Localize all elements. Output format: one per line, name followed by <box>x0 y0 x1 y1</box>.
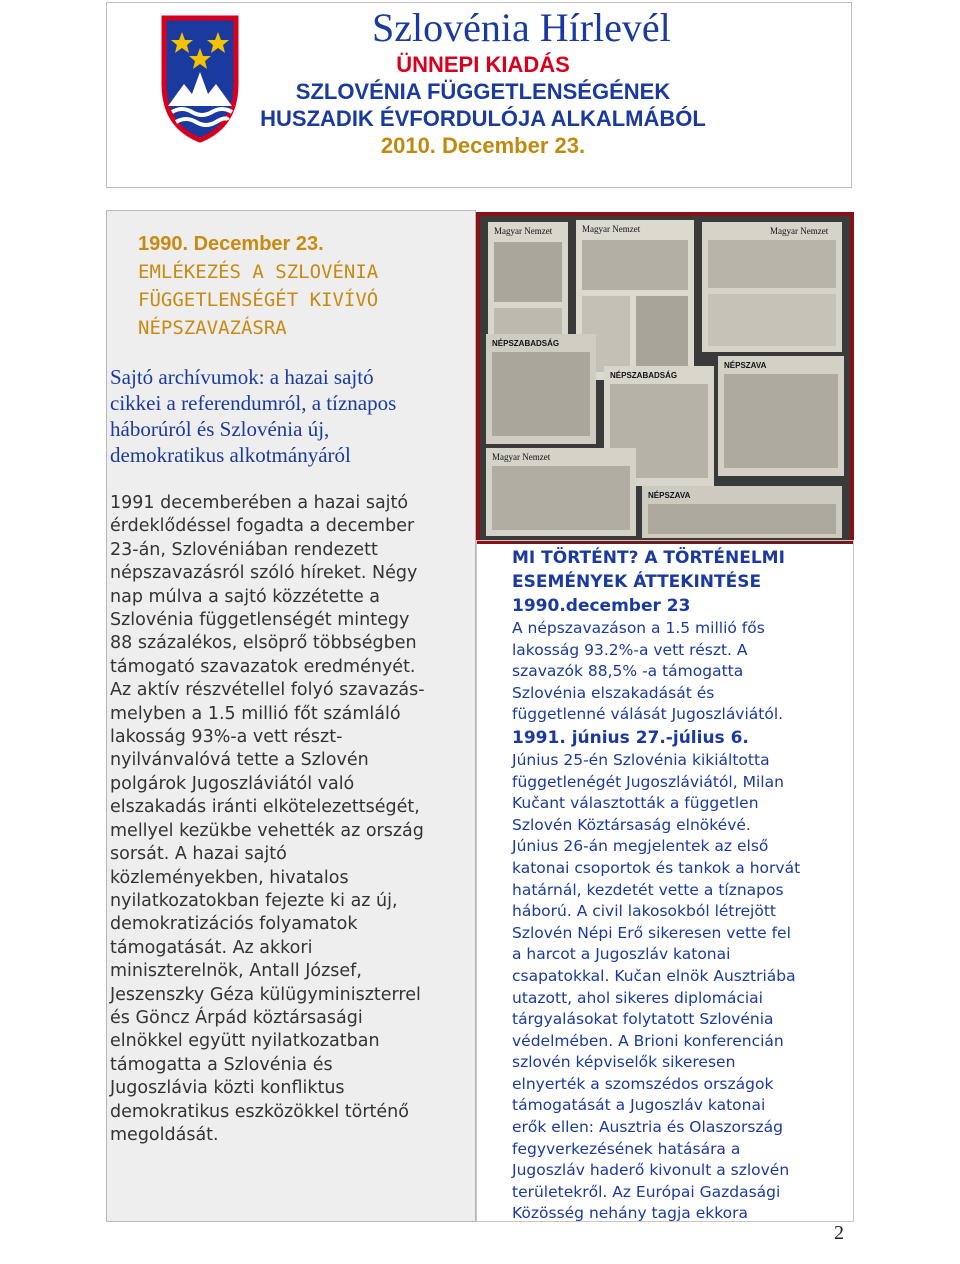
body-line: mellyel kezükbe vehették az ország <box>110 820 424 841</box>
body-line: Jugoszlávia közti konfliktus <box>110 1078 345 1099</box>
section-divider <box>512 542 848 543</box>
timeline-text-line: Közösség nehány tagja ekkora <box>512 1204 748 1223</box>
timeline-date-1: 1990.december 23 <box>512 596 691 616</box>
timeline-text-line: szlovén képviselők sikeresen <box>512 1053 736 1072</box>
body-line: miniszterelnök, Antall József, <box>110 961 362 982</box>
timeline-text-line: csapatokkal. Kučan elnök Ausztriába <box>512 966 796 985</box>
body-line: sorsát. A hazai sajtó <box>110 844 287 865</box>
timeline-text-line: lakosság 93.2%-a vett részt. A <box>512 640 748 659</box>
clipping-masthead: NÉPSZAVA <box>724 361 767 370</box>
edition-label: ÜNNEPI KIADÁS <box>396 52 570 77</box>
newspaper-archive-photo <box>476 212 854 544</box>
newspaper-collage-image <box>480 216 850 540</box>
body-line: támogatását. Az akkori <box>110 937 313 958</box>
article-body <box>110 492 474 1147</box>
left-title-line-2: FÜGGETLENSÉGÉT KIVÍVÓ <box>138 289 379 311</box>
timeline-section <box>512 546 852 1225</box>
subtitle-line-1: SZLOVÉNIA FÜGGETLENSÉGÉNEK <box>295 79 671 104</box>
body-line: nyilvánvalóvá tette a Szlovén <box>110 750 369 771</box>
subtitle-line-2: HUSZADIK ÉVFORDULÓJA ALKALMÁBÓL <box>260 106 706 131</box>
timeline-text-line: utazott, ahol sikeres diplomáciai <box>512 988 763 1007</box>
timeline-text-line: katonai csoportok és tankok a horvát <box>512 858 801 877</box>
body-line: 1991 decemberében a hazai sajtó <box>110 493 409 513</box>
issue-date: 2010. December 23. <box>380 133 586 158</box>
timeline-heading-line-1: MI TÖRTÉNT? A TÖRTÉNELMI <box>512 548 785 568</box>
body-line: érdeklődéssel fogadta a december <box>110 516 415 537</box>
page-number: 2 <box>834 1222 844 1244</box>
timeline-text-line: Szlovén Köztársaság elnökévé. <box>512 815 751 834</box>
clipping-masthead: Magyar Nemzet <box>582 224 641 234</box>
body-line: közleményekben, hivatalos <box>110 867 349 888</box>
body-line: nyilatkozatokban fejezte ki az új, <box>110 890 398 911</box>
timeline-text-line: Szlovén Népi Erő sikeresen vette fel <box>512 923 791 942</box>
timeline-text-line: elnyerték a szomszédos országok <box>512 1074 774 1093</box>
clipping-masthead: NÉPSZABADSÁG <box>610 371 678 380</box>
left-date: 1990. December 23. <box>138 233 324 255</box>
clipping-masthead: NÉPSZABADSÁG <box>492 339 560 348</box>
timeline-text-line: támogatását a Jugoszláv katonai <box>512 1096 766 1115</box>
body-line: nap múlva a sajtó közzétette a <box>110 586 381 607</box>
clipping-masthead: NÉPSZAVA <box>648 491 691 500</box>
newspaper-clipping <box>718 356 844 476</box>
timeline-text-line: A népszavazáson a 1.5 millió fős <box>512 619 765 637</box>
timeline-text-line: Június 26-án megjelentek az első <box>512 837 769 856</box>
left-title-line-3: NÉPSZAVAZÁSRA <box>138 317 287 339</box>
body-line: 88 százalékos, elsöprő többségben <box>110 633 417 654</box>
timeline-text-line: háború. A civil lakosokból létrejött <box>512 902 776 921</box>
clipping-masthead: Magyar Nemzet <box>494 226 553 236</box>
archive-heading <box>110 364 472 468</box>
body-line: elnökkel együtt nyilatkozatban <box>110 1031 380 1052</box>
body-line: demokratikus eszközökkel történő <box>110 1101 409 1122</box>
body-line: támogató szavazatok eredményét. <box>110 656 416 677</box>
archive-line: demokratikus alkotmányáról <box>110 443 351 467</box>
timeline-text-line: Jugoszláv haderő kivonult a szlovén <box>512 1161 790 1180</box>
timeline-text-line: szavazók 88,5% -a támogatta <box>512 662 744 681</box>
timeline-text-line: a harcot a Jugoszláv katonai <box>512 945 731 964</box>
body-line: lakosság 93%-a vett részt- <box>110 727 343 748</box>
body-line: 23-án, Szlovéniában rendezett <box>110 539 378 560</box>
clipping-masthead: Magyar Nemzet <box>770 226 829 236</box>
body-line: Az aktív részvétellel folyó szavazás- <box>110 680 425 701</box>
body-line: támogatta a Szlovénia és <box>110 1054 333 1075</box>
clipping-masthead: Magyar Nemzet <box>492 452 551 462</box>
timeline-text-line: Kučant választották a független <box>512 794 759 813</box>
newspaper-clipping <box>642 486 842 538</box>
archive-line: Sajtó archívumok: a hazai sajtó <box>110 365 374 389</box>
body-line: polgárok Jugoszláviától való <box>110 773 355 794</box>
timeline-text-line: fegyverkezésének hatására a <box>512 1139 741 1158</box>
newsletter-title: Szlovénia Hírlevél <box>372 5 671 50</box>
timeline-text-line: védelmében. A Brioni konferencián <box>512 1031 784 1050</box>
body-line: demokratizációs folyamatok <box>110 914 358 935</box>
newspaper-clipping <box>486 448 636 536</box>
timeline-text-line: függetlenégét Jugoszláviától, Milan <box>512 772 784 791</box>
body-line: melyben a 1.5 millió főt számláló <box>110 703 401 724</box>
newspaper-clipping <box>702 222 842 352</box>
body-line: és Göncz Árpád köztársasági <box>110 1007 363 1028</box>
body-line: Szlovénia függetlenségét mintegy <box>110 610 410 631</box>
body-line: Jeszenszky Géza külügyminiszterrel <box>110 984 421 1005</box>
timeline-date-2: 1991. június 27.-július 6. <box>512 727 749 748</box>
body-line: népszavazásról szóló híreket. Négy <box>110 563 418 584</box>
timeline-text-line: erők ellen: Ausztria és Olaszország <box>512 1118 783 1137</box>
timeline-text-line: határnál, kezdetét vette a tíznapos <box>512 880 784 899</box>
timeline-text-line: területekről. Az Európai Gazdasági <box>512 1182 781 1201</box>
archive-line: cikkei a referendumról, a tíznapos <box>110 391 397 415</box>
timeline-text-line: Szlovénia elszakadását és <box>512 683 715 702</box>
timeline-text-line: Június 25-én Szlovénia kikiáltotta <box>512 750 770 769</box>
timeline-text-line: függetlenné válását Jugoszláviától. <box>512 705 784 724</box>
body-line: megoldását. <box>110 1124 219 1145</box>
newspaper-clipping <box>486 334 596 444</box>
left-title-line-1: EMLÉKEZÉS A SZLOVÉNIA <box>138 261 379 283</box>
body-line: elszakadás iránti elkötelezettségét, <box>110 797 420 818</box>
timeline-text-line: tárgyalásokat folytatott Szlovénia <box>512 1010 774 1029</box>
timeline-heading-line-2: ESEMÉNYEK ÁTTEKINTÉSE <box>512 572 762 592</box>
archive-line: háborúról és Szlovénia új, <box>110 417 330 441</box>
